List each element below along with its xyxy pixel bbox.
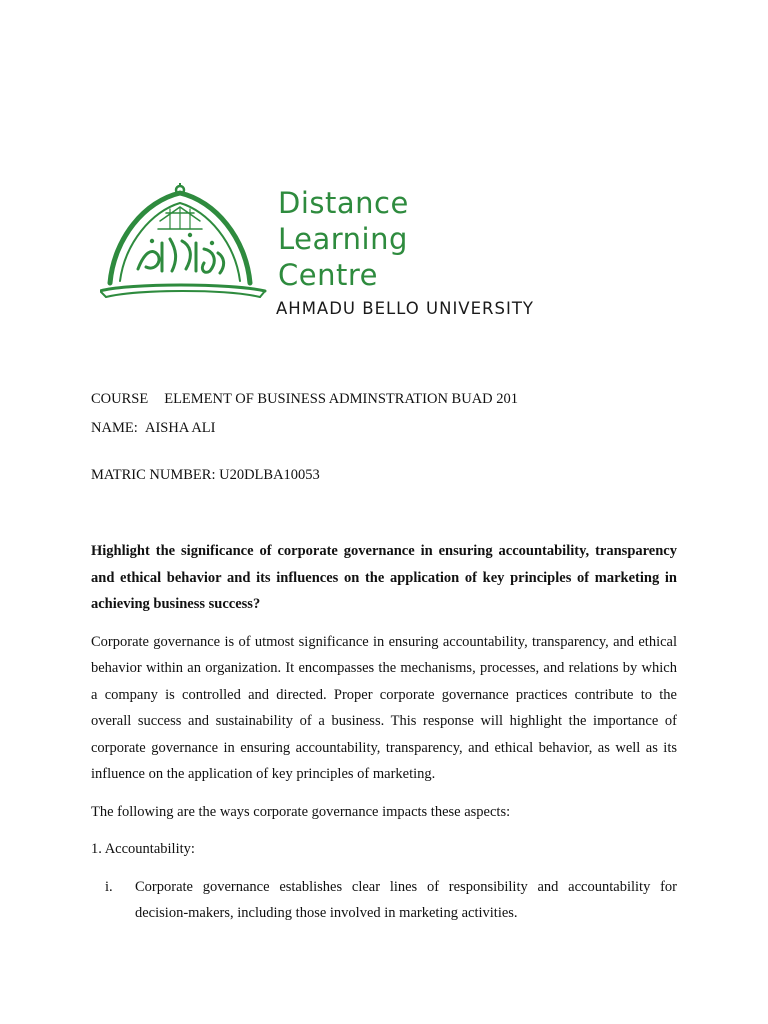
question-heading: Highlight the significance of corporate governance in ensuring accountability, transparency and ethical behavior and its influences on the application of key principles of marketing in achieving business success?	[91, 543, 677, 612]
logo-text-centre: Centre	[278, 258, 378, 292]
distance-learning-centre-logo	[100, 183, 600, 323]
course-value: ELEMENT OF BUSINESS ADMINSTRATION BUAD 201	[164, 391, 519, 407]
university-crest-icon	[100, 183, 270, 308]
name-value: AISHA ALI	[144, 420, 216, 436]
document-body	[91, 538, 677, 927]
name-line	[91, 420, 215, 437]
section-heading-accountability: 1. Accountability:	[91, 841, 195, 857]
course-line	[91, 391, 518, 408]
paragraph-intro: Corporate governance is of utmost significance in ensuring accountability, transparency, and ethical behavior within an organization. It encompasses the mechanisms, processes, and relations by which a company is controlled and directed. Proper corporate governance practices contribute to the overall success and sustainability of a business. This response will highlight the importance of corporate governance in ensuring accountability, transparency, and ethical behavior, as well as its influence on the application of key principles of marketing.	[91, 633, 677, 782]
matric-line	[91, 467, 320, 484]
logo-text-distance: Distance	[278, 186, 409, 220]
list-item-text: Corporate governance establishes clear lines of responsibility and accountability for decision-makers, including those involved in marketing activities.	[135, 878, 677, 921]
list-marker: i.	[105, 878, 113, 895]
logo-text-learning: Learning	[278, 222, 408, 256]
list-item	[91, 874, 677, 927]
matric-value: U20DLBA10053	[219, 467, 320, 483]
matric-label: MATRIC NUMBER:	[91, 467, 216, 483]
paragraph-lead-in: The following are the ways corporate governance impacts these aspects:	[91, 803, 511, 820]
course-label: COURSE	[91, 391, 149, 407]
logo-university-name: AHMADU BELLO UNIVERSITY	[276, 299, 534, 318]
name-label: NAME:	[91, 420, 138, 436]
